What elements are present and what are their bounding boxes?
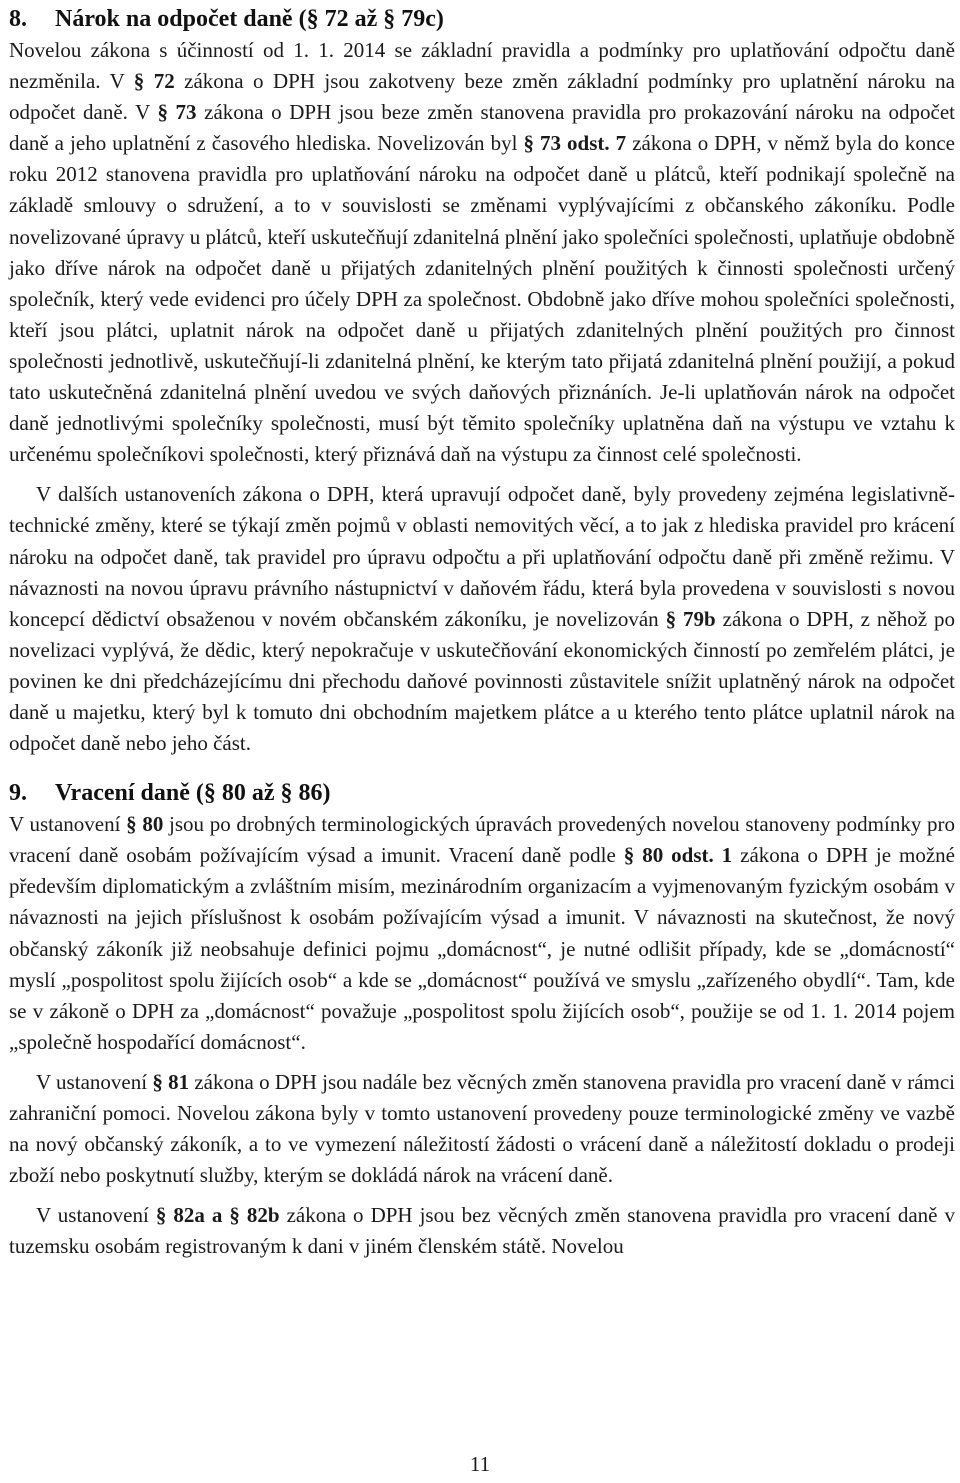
section-ref: § 82a a § 82b (155, 1203, 280, 1228)
text-run: V ustanovení (9, 812, 127, 837)
text-run: V ustanovení (36, 1069, 153, 1094)
page-number: 11 (469, 1452, 491, 1476)
text-run: zákona o DPH jsou nadále bez věcných změn stanovena pravidla pro vracení daně v rámci zahraniční pomoci. Novelou zákona byly v tomto ustanovení provedeny pouze terminologické změny ve vazbě na nový občanský zákoník, a to ve vymezení náležitostí žádosti o vrácení daně a náležitostí dokladu o prodeji zboží nebo poskytnutí služby, kterým se dokládá nárok na vrácení daně. (9, 1069, 956, 1188)
text-run: V ustanovení (36, 1203, 156, 1228)
section-ref: § 72 (133, 69, 175, 94)
section-9-paragraph-3 (9, 1200, 955, 1262)
text-run: jsou po drobných terminologických úpravách provedených novelou stanoveny podmínky pro vracení daně osobám požívajícím výsad a imunit. Vracení daně podle (9, 812, 955, 868)
section-8-number: 8. (9, 6, 27, 32)
section-ref: § 80 odst. 1 (623, 843, 733, 868)
section-ref: § 79b (665, 606, 716, 631)
text-run: zákona o DPH jsou zakotveny beze změn základní podmínky pro uplatnění nároku na odpočet daně. V (9, 69, 955, 125)
text-run: V dalších ustanoveních zákona o DPH, která upravují odpočet daně, byly provedeny zejména legislativně-technické změny, které se týkají změn pojmů v oblasti nemovitých věcí, a to jak z hlediska pravidel pro krácení nároku na odpočet daně, tak pravidel pro úpravu odpočtu a při uplatňování odpočtu daně při změně režimu. V návaznosti na novou úpravu právního nástupnictví v daňovém řádu, která byla provedena v souvislosti s novou koncepcí dědictví obsaženou v novém občanském zákoníku, je novelizován (9, 482, 955, 631)
section-8-paragraph-2 (9, 479, 955, 759)
section-9-title: Vracení daně (§ 80 až § 86) (55, 780, 331, 807)
text-run: zákona o DPH, z něhož po novelizaci vyplývá, že dědic, který nepokračuje v uskutečňování ekonomických činností po zemřelém plátci, je povinen ke dni předcházejícímu dni přechodu daňové povinnosti zůstavitele snížit uplatněný nárok na odpočet daně u majetku, který byl k tomuto dni obchodním majetkem plátce a u kterého tento plátce uplatnil nárok na odpočet daně nebo jeho část. (9, 606, 956, 756)
section-8-title: Nárok na odpočet daně (§ 72 až § 79c) (55, 6, 444, 32)
text-run: Novelou zákona s účinností od 1. 1. 2014 se základní pravidla a podmínky pro uplatňování odpočtu daně nezměnila. V (9, 38, 955, 94)
section-ref: § 73 (157, 100, 197, 125)
section-8-paragraph-1 (9, 35, 955, 470)
section-ref: § 81 (152, 1069, 190, 1094)
document-page (9, 3, 955, 1262)
section-ref: § 80 (126, 812, 164, 837)
section-ref: § 73 odst. 7 (523, 131, 627, 156)
section-8-heading (9, 3, 955, 35)
section-9-number: 9. (9, 780, 27, 807)
text-run: zákona o DPH je možné především diplomatickým a zvláštním misím, mezinárodním organizacím a vyjmenovaným fyzickým osobám v návaznosti na jejich příslušnost k osobám požívajícím výsad a imunit. V návaznosti na skutečnost, že nový občanský zákoník již neobsahuje definici pojmu „domácnost“, je nutné odlišit případy, kde se „domácností“ myslí „pospolitost spolu žijících osob“ a kde se „domácnost“ používá ve smyslu „zařízeného obydlí“. Tam, kde se v zákoně o DPH za „domácnost“ považuje „pospolitost spolu žijících osob“, použije se od 1. 1. 2014 pojem „společně hospodařící domácnost“. (9, 843, 955, 1054)
text-run: zákona o DPH jsou beze změn stanovena pravidla pro prokazování nároku na odpočet daně a jeho uplatnění z časového hlediska. Novelizován byl (9, 100, 956, 156)
section-9-paragraph-1 (9, 809, 955, 1058)
section-9-paragraph-2 (9, 1067, 955, 1191)
text-run: zákona o DPH, v němž byla do konce roku 2012 stanovena pravidla pro uplatňování nároku na odpočet daně u plátců, kteří podnikají společně na základě smlouvy o sdružení, a to v souvislosti se změnami vyplývajícími z občanského zákoníku. Podle novelizované úpravy u plátců, kteří uskutečňují zdanitelná plnění jako společníci společnosti, uplatňuje obdobně jako dříve nárok na odpočet daně u přijatých zdanitelných plnění použitých k činnosti společnosti určený společník, který vede evidenci pro účely DPH za společnost. Obdobně jako dříve mohou společníci společnosti, kteří jsou plátci, uplatnit nárok na odpočet daně u přijatých zdanitelných plnění použitých pro činnost společnosti jednotlivě, uskutečňují-li zdanitelná plnění, ke kterým tato přijatá zdanitelná plnění použijí, a pokud tato uskutečněná zdanitelná plnění uvedou ve svých daňových přiznáních. Je-li uplatňován nárok na odpočet daně jednotlivými společníky společnosti, musí být těmito společníky uplatněna daň na výstupu ve vztahu k určenému společníkovi společnosti, který přiznává daň na výstupu za činnost celé společnosti. (9, 131, 955, 467)
text-run: zákona o DPH jsou bez věcných změn stanovena pravidla pro vracení daně v tuzemsku osobám registrovaným k dani v jiném členském státě. Novelou (9, 1203, 956, 1259)
section-9-heading (9, 777, 955, 809)
